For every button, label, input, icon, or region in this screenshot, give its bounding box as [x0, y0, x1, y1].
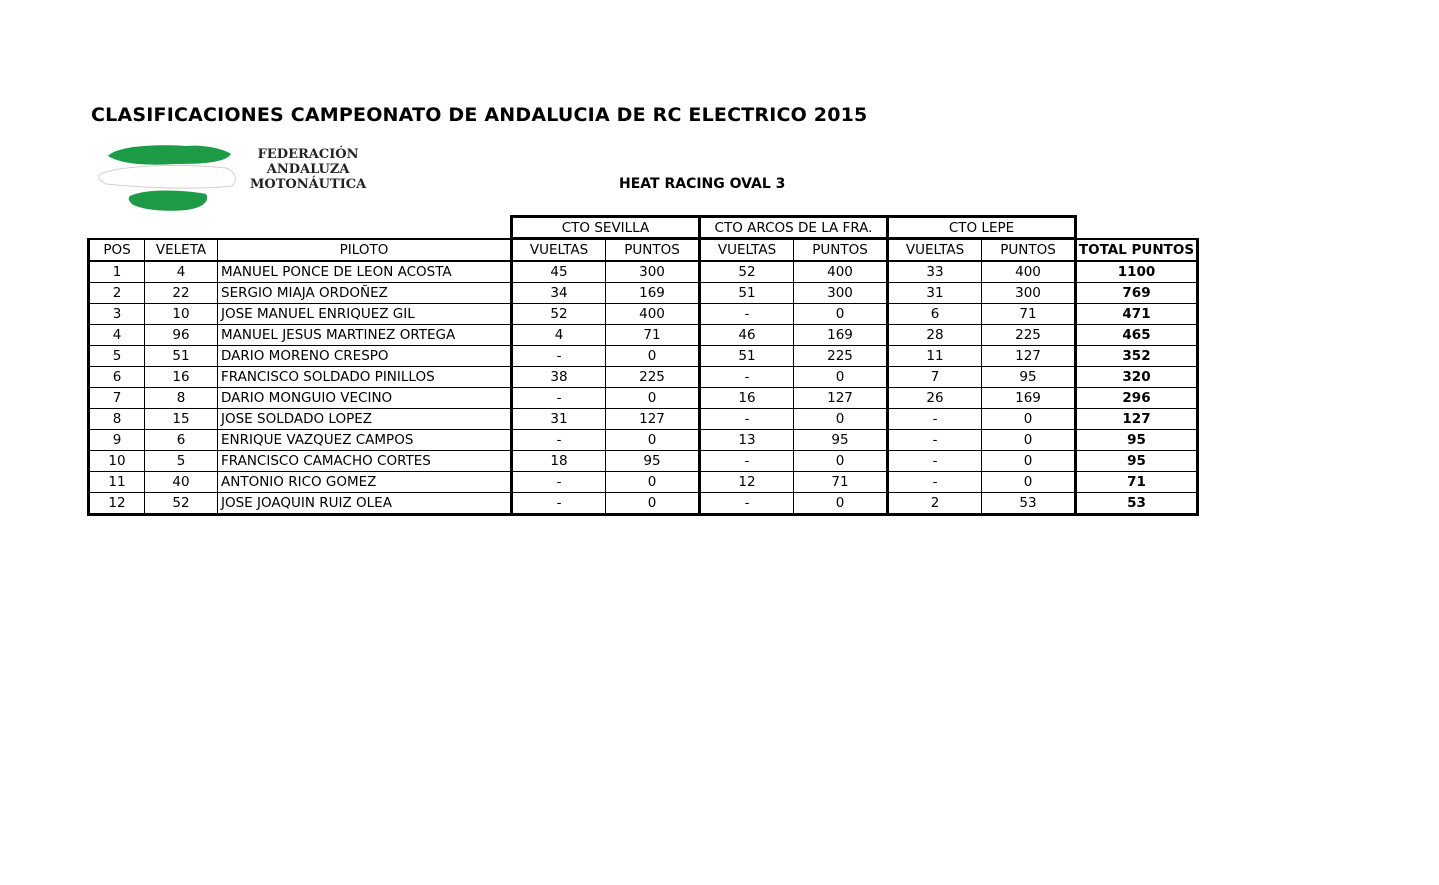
cell-puntos-arcos: 0 — [794, 409, 888, 430]
cell-vueltas-lepe: 28 — [888, 325, 982, 346]
cell-puntos-arcos: 400 — [794, 261, 888, 283]
cell-vueltas-arcos: 46 — [700, 325, 794, 346]
cell-puntos-arcos: 127 — [794, 388, 888, 409]
cell-puntos-sevilla: 400 — [606, 304, 700, 325]
cell-piloto: ENRIQUE VAZQUEZ CAMPOS — [218, 430, 512, 451]
header-vueltas-sevilla: VUELTAS — [512, 239, 606, 262]
logo-green-bottom-stripe — [129, 191, 207, 211]
cell-pos: 12 — [89, 493, 145, 515]
cell-vueltas-lepe: - — [888, 451, 982, 472]
logo-line-2: ANDALUZA — [266, 162, 350, 177]
cell-puntos-sevilla: 300 — [606, 261, 700, 283]
cell-pos: 9 — [89, 430, 145, 451]
cell-total-puntos: 53 — [1076, 493, 1198, 515]
cell-puntos-arcos: 0 — [794, 304, 888, 325]
cell-puntos-arcos: 225 — [794, 346, 888, 367]
page-title: CLASIFICACIONES CAMPEONATO DE ANDALUCIA DE RC ELECTRICO 2015 — [91, 104, 868, 126]
cell-vueltas-sevilla: 18 — [512, 451, 606, 472]
cell-puntos-lepe: 0 — [982, 472, 1076, 493]
table-row — [89, 430, 1198, 451]
cell-pos: 10 — [89, 451, 145, 472]
header-puntos-lepe: PUNTOS — [982, 239, 1076, 262]
cell-total-puntos: 127 — [1076, 409, 1198, 430]
results-body — [89, 261, 1198, 515]
championship-group-row — [89, 217, 1198, 239]
cell-total-puntos: 471 — [1076, 304, 1198, 325]
cell-puntos-sevilla: 127 — [606, 409, 700, 430]
table-row — [89, 493, 1198, 515]
cell-total-puntos: 296 — [1076, 388, 1198, 409]
results-table — [87, 215, 1199, 516]
cell-puntos-lepe: 169 — [982, 388, 1076, 409]
table-row — [89, 472, 1198, 493]
federation-name — [250, 147, 366, 192]
cell-veleta: 22 — [145, 283, 218, 304]
race-category-title: HEAT RACING OVAL 3 — [619, 176, 786, 192]
cell-puntos-arcos: 0 — [794, 367, 888, 388]
cell-total-puntos: 320 — [1076, 367, 1198, 388]
cell-pos: 4 — [89, 325, 145, 346]
table-row — [89, 304, 1198, 325]
cell-vueltas-sevilla: 38 — [512, 367, 606, 388]
column-header-row — [89, 239, 1198, 262]
cell-total-puntos: 465 — [1076, 325, 1198, 346]
logo-white-middle-stripe — [99, 166, 235, 189]
cell-vueltas-arcos: 16 — [700, 388, 794, 409]
group-header-lepe: CTO LEPE — [888, 217, 1076, 239]
cell-puntos-sevilla: 225 — [606, 367, 700, 388]
table-row — [89, 451, 1198, 472]
cell-total-puntos: 71 — [1076, 472, 1198, 493]
cell-puntos-arcos: 0 — [794, 451, 888, 472]
cell-total-puntos: 1100 — [1076, 261, 1198, 283]
cell-puntos-sevilla: 169 — [606, 283, 700, 304]
table-row — [89, 283, 1198, 304]
cell-puntos-arcos: 95 — [794, 430, 888, 451]
cell-vueltas-sevilla: - — [512, 493, 606, 515]
cell-puntos-lepe: 0 — [982, 451, 1076, 472]
cell-vueltas-arcos: - — [700, 451, 794, 472]
header-pos: POS — [89, 239, 145, 262]
cell-piloto: JOSE JOAQUIN RUIZ OLEA — [218, 493, 512, 515]
cell-puntos-arcos: 0 — [794, 493, 888, 515]
cell-piloto: SERGIO MIAJA ORDOÑEZ — [218, 283, 512, 304]
cell-puntos-lepe: 53 — [982, 493, 1076, 515]
cell-piloto: ANTONIO RICO GOMEZ — [218, 472, 512, 493]
cell-puntos-lepe: 400 — [982, 261, 1076, 283]
cell-puntos-lepe: 0 — [982, 430, 1076, 451]
cell-total-puntos: 95 — [1076, 451, 1198, 472]
cell-vueltas-arcos: 12 — [700, 472, 794, 493]
table-row — [89, 388, 1198, 409]
cell-puntos-lepe: 95 — [982, 367, 1076, 388]
group-header-arcos: CTO ARCOS DE LA FRA. — [700, 217, 888, 239]
cell-puntos-arcos: 300 — [794, 283, 888, 304]
cell-total-puntos: 352 — [1076, 346, 1198, 367]
header-puntos-arcos: PUNTOS — [794, 239, 888, 262]
cell-vueltas-arcos: 51 — [700, 346, 794, 367]
cell-vueltas-arcos: - — [700, 367, 794, 388]
cell-veleta: 4 — [145, 261, 218, 283]
cell-vueltas-sevilla: 31 — [512, 409, 606, 430]
cell-piloto: FRANCISCO SOLDADO PINILLOS — [218, 367, 512, 388]
table-row — [89, 409, 1198, 430]
cell-veleta: 16 — [145, 367, 218, 388]
logo-line-3: MOTONÁUTICA — [250, 177, 367, 192]
cell-total-puntos: 769 — [1076, 283, 1198, 304]
cell-veleta: 8 — [145, 388, 218, 409]
cell-pos: 3 — [89, 304, 145, 325]
cell-puntos-sevilla: 0 — [606, 430, 700, 451]
logo-green-top-stripe — [108, 145, 231, 164]
cell-pos: 11 — [89, 472, 145, 493]
cell-vueltas-lepe: 33 — [888, 261, 982, 283]
cell-vueltas-lepe: 11 — [888, 346, 982, 367]
cell-piloto: DARIO MORENO CRESPO — [218, 346, 512, 367]
cell-puntos-sevilla: 0 — [606, 472, 700, 493]
cell-piloto: JOSE SOLDADO LOPEZ — [218, 409, 512, 430]
cell-vueltas-sevilla: - — [512, 472, 606, 493]
cell-vueltas-lepe: 7 — [888, 367, 982, 388]
header-puntos-sevilla: PUNTOS — [606, 239, 700, 262]
cell-piloto: MANUEL JESUS MARTINEZ ORTEGA — [218, 325, 512, 346]
cell-pos: 2 — [89, 283, 145, 304]
cell-piloto: MANUEL PONCE DE LEON ACOSTA — [218, 261, 512, 283]
header-vueltas-lepe: VUELTAS — [888, 239, 982, 262]
cell-pos: 1 — [89, 261, 145, 283]
cell-vueltas-lepe: 26 — [888, 388, 982, 409]
cell-puntos-arcos: 71 — [794, 472, 888, 493]
cell-puntos-arcos: 169 — [794, 325, 888, 346]
cell-vueltas-lepe: 2 — [888, 493, 982, 515]
cell-vueltas-arcos: - — [700, 493, 794, 515]
cell-veleta: 40 — [145, 472, 218, 493]
cell-piloto: JOSE MANUEL ENRIQUEZ GIL — [218, 304, 512, 325]
cell-vueltas-lepe: - — [888, 409, 982, 430]
cell-pos: 5 — [89, 346, 145, 367]
cell-puntos-lepe: 127 — [982, 346, 1076, 367]
cell-veleta: 6 — [145, 430, 218, 451]
cell-veleta: 51 — [145, 346, 218, 367]
cell-puntos-lepe: 300 — [982, 283, 1076, 304]
cell-vueltas-arcos: - — [700, 409, 794, 430]
logo-line-1: FEDERACIÓN — [257, 147, 359, 162]
cell-vueltas-arcos: - — [700, 304, 794, 325]
cell-total-puntos: 95 — [1076, 430, 1198, 451]
cell-piloto: FRANCISCO CAMACHO CORTES — [218, 451, 512, 472]
cell-vueltas-sevilla: 4 — [512, 325, 606, 346]
cell-vueltas-lepe: 6 — [888, 304, 982, 325]
cell-vueltas-sevilla: 45 — [512, 261, 606, 283]
cell-vueltas-sevilla: 52 — [512, 304, 606, 325]
cell-puntos-sevilla: 0 — [606, 388, 700, 409]
cell-veleta: 15 — [145, 409, 218, 430]
cell-puntos-sevilla: 0 — [606, 493, 700, 515]
table-row — [89, 261, 1198, 283]
table-row — [89, 367, 1198, 388]
cell-veleta: 5 — [145, 451, 218, 472]
cell-puntos-lepe: 0 — [982, 409, 1076, 430]
cell-vueltas-sevilla: - — [512, 430, 606, 451]
cell-vueltas-arcos: 13 — [700, 430, 794, 451]
cell-pos: 8 — [89, 409, 145, 430]
cell-puntos-lepe: 71 — [982, 304, 1076, 325]
table-row — [89, 325, 1198, 346]
cell-veleta: 52 — [145, 493, 218, 515]
cell-vueltas-lepe: 31 — [888, 283, 982, 304]
cell-vueltas-lepe: - — [888, 430, 982, 451]
cell-puntos-sevilla: 71 — [606, 325, 700, 346]
cell-vueltas-sevilla: - — [512, 388, 606, 409]
cell-puntos-lepe: 225 — [982, 325, 1076, 346]
cell-vueltas-sevilla: 34 — [512, 283, 606, 304]
group-header-sevilla: CTO SEVILLA — [512, 217, 700, 239]
cell-veleta: 10 — [145, 304, 218, 325]
cell-pos: 6 — [89, 367, 145, 388]
cell-piloto: DARIO MONGUIO VECINO — [218, 388, 512, 409]
header-vueltas-arcos: VUELTAS — [700, 239, 794, 262]
cell-veleta: 96 — [145, 325, 218, 346]
cell-vueltas-arcos: 52 — [700, 261, 794, 283]
cell-puntos-sevilla: 0 — [606, 346, 700, 367]
cell-pos: 7 — [89, 388, 145, 409]
cell-vueltas-lepe: - — [888, 472, 982, 493]
cell-vueltas-sevilla: - — [512, 346, 606, 367]
header-piloto: PILOTO — [218, 239, 512, 262]
header-veleta: VELETA — [145, 239, 218, 262]
cell-vueltas-arcos: 51 — [700, 283, 794, 304]
header-total-puntos: TOTAL PUNTOS — [1076, 239, 1198, 262]
cell-puntos-sevilla: 95 — [606, 451, 700, 472]
table-row — [89, 346, 1198, 367]
